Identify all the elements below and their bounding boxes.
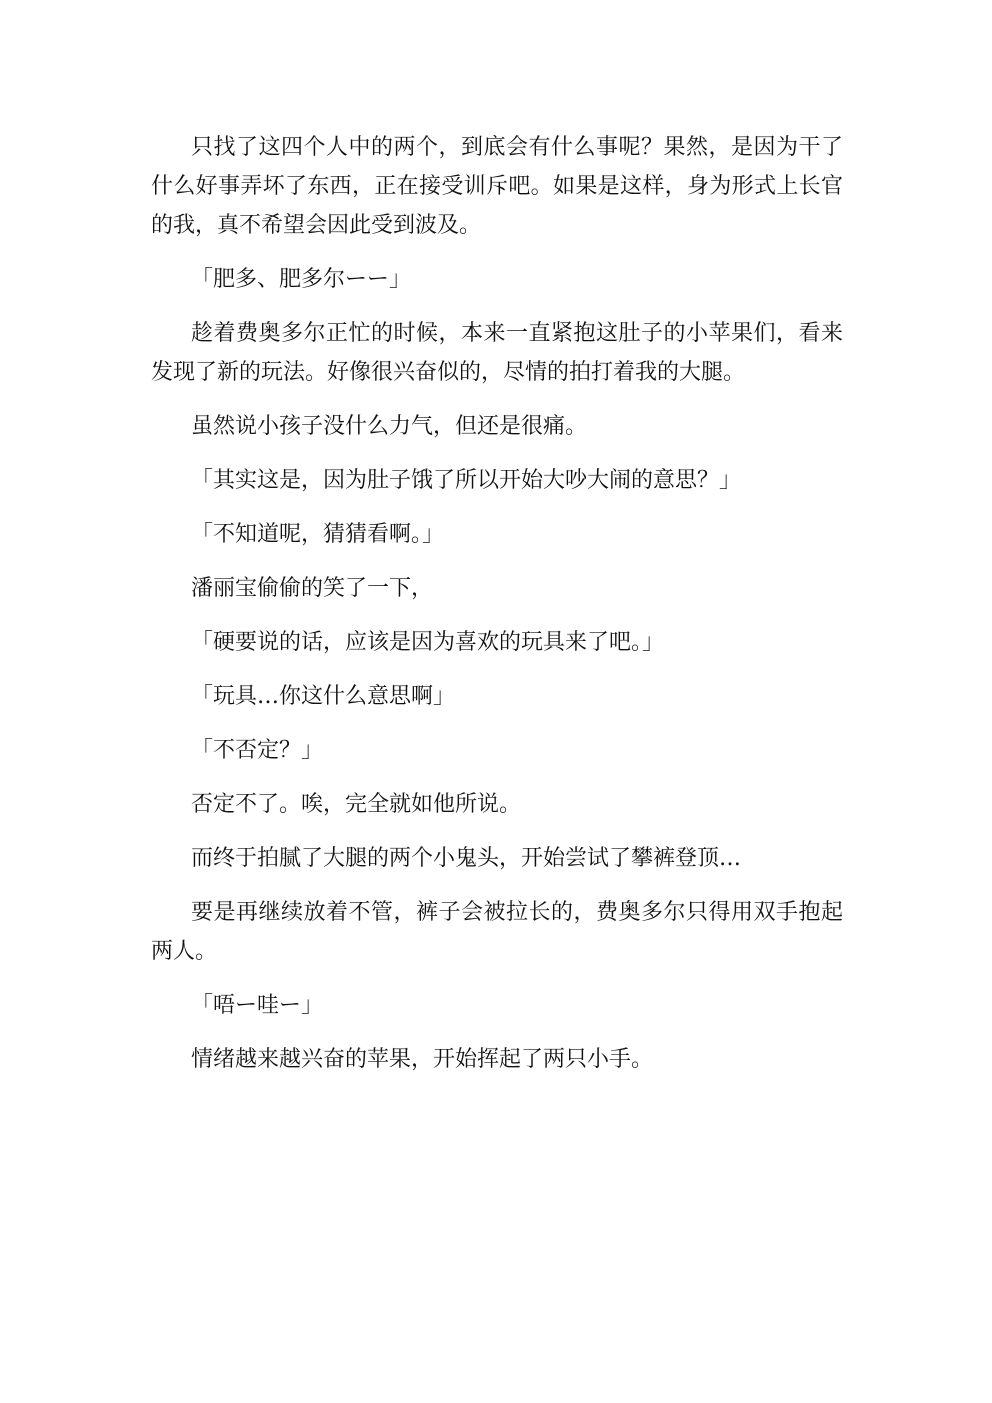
- paragraph: 「不否定？」: [191, 738, 324, 763]
- paragraph: 「不知道呢，猜猜看啊。」: [191, 522, 445, 547]
- paragraph: 而终于拍腻了大腿的两个小鬼头，开始尝试了攀裤登顶…: [191, 846, 742, 871]
- paragraph: 潘丽宝偷偷的笑了一下，: [191, 576, 434, 601]
- paragraph: 趁着费奥多尔正忙的时候，本来一直紧抱这肚子的小苹果们，看来发现了新的玩法。好像很兴奋似的，尽情的拍打着我的大腿。: [151, 321, 843, 385]
- paragraph: 「玩具…你这什么意思啊」: [191, 684, 456, 709]
- paragraph: 「其实这是，因为肚子饿了所以开始大吵大闹的意思？」: [191, 468, 742, 493]
- paragraph: 「硬要说的话，应该是因为喜欢的玩具来了吧。」: [191, 630, 665, 655]
- paragraph: 情绪越来越兴奋的苹果，开始挥起了两只小手。: [191, 1047, 654, 1072]
- paragraph: 「唔ー哇ー」: [191, 993, 324, 1018]
- paragraph: 只找了这四个人中的两个，到底会有什么事呢？果然，是因为干了什么好事弄坏了东西，正在接受训斥吧。如果是这样，身为形式上长官的我，真不希望会因此受到波及。: [151, 135, 843, 238]
- paragraph: 「肥多、肥多尔ーー」: [191, 267, 412, 292]
- paragraph: 要是再继续放着不管，裤子会被拉长的，费奥多尔只得用双手抱起两人。: [151, 900, 843, 964]
- document-page: [151, 128, 843, 1094]
- paragraph: 虽然说小孩子没什么力气，但还是很痛。: [191, 414, 588, 439]
- paragraph: 否定不了。唉，完全就如他所说。: [191, 792, 522, 817]
